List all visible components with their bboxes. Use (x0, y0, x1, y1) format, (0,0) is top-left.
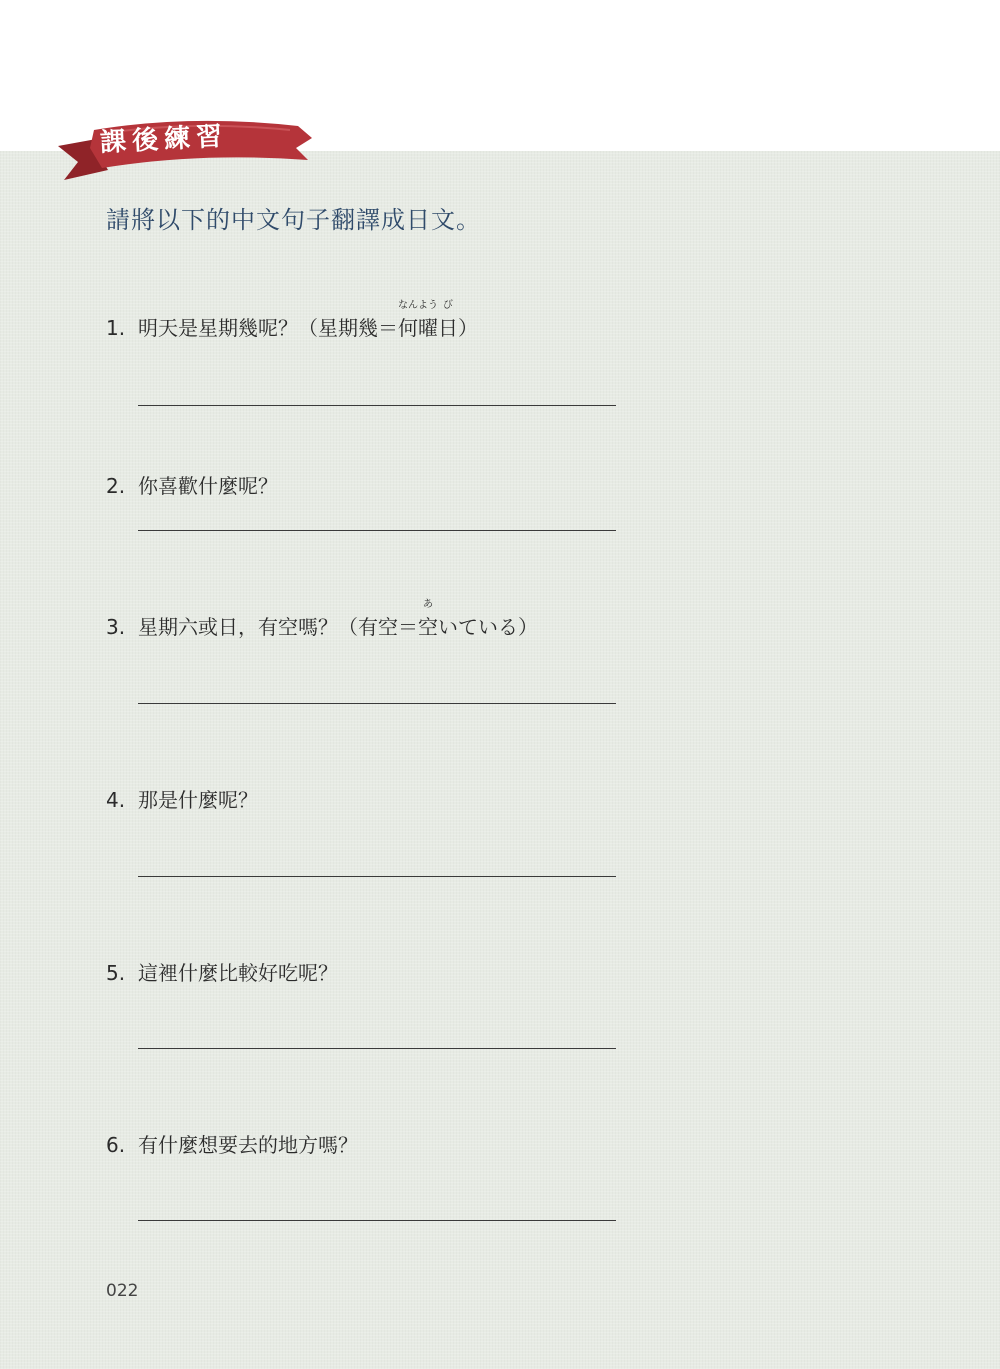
question-text: 明天是星期幾呢？（星期幾＝ (138, 316, 398, 340)
question-number: 5. (106, 961, 126, 985)
question-text: 那是什麼呢？ (138, 788, 258, 812)
question-text: 你喜歡什麼呢？ (138, 474, 278, 498)
question-text-end: ） (458, 316, 478, 340)
question-number: 3. (106, 615, 126, 639)
ruby-annotation (438, 300, 458, 341)
question-number: 1. (106, 316, 126, 340)
answer-line-6[interactable] (138, 1220, 616, 1221)
question-text-end: いている） (438, 615, 538, 639)
ruby-base: 曜 (418, 316, 438, 340)
question-text: 有什麼想要去的地方嗎？ (138, 1133, 358, 1157)
page-number: 022 (106, 1281, 139, 1301)
question-text: 這裡什麼比較好吃呢？ (138, 961, 338, 985)
ruby-base: 空 (418, 615, 438, 639)
ruby-annotation (398, 300, 438, 341)
answer-line-5[interactable] (138, 1048, 616, 1049)
lesson-title: 課後練習 (99, 121, 229, 159)
question-2 (106, 470, 278, 499)
question-6 (106, 1129, 358, 1158)
furigana: あ (423, 599, 433, 610)
question-5 (106, 957, 338, 986)
answer-line-4[interactable] (138, 876, 616, 877)
furigana: び (443, 300, 453, 311)
question-number: 6. (106, 1133, 126, 1157)
answer-line-1[interactable] (138, 405, 616, 406)
question-number: 2. (106, 474, 126, 498)
ruby-base: 何 (398, 316, 418, 340)
question-3 (106, 599, 538, 640)
ruby-annotation (418, 599, 438, 640)
furigana: なんよう (398, 300, 438, 311)
question-1 (106, 300, 478, 341)
ruby-base: 日 (438, 316, 458, 340)
question-number: 4. (106, 788, 126, 812)
question-text: 星期六或日，有空嗎？（有空＝ (138, 615, 418, 639)
question-4 (106, 784, 258, 813)
instruction-text: 請將以下的中文句子翻譯成日文。 (106, 206, 481, 234)
answer-line-3[interactable] (138, 703, 616, 704)
answer-line-2[interactable] (138, 530, 616, 531)
